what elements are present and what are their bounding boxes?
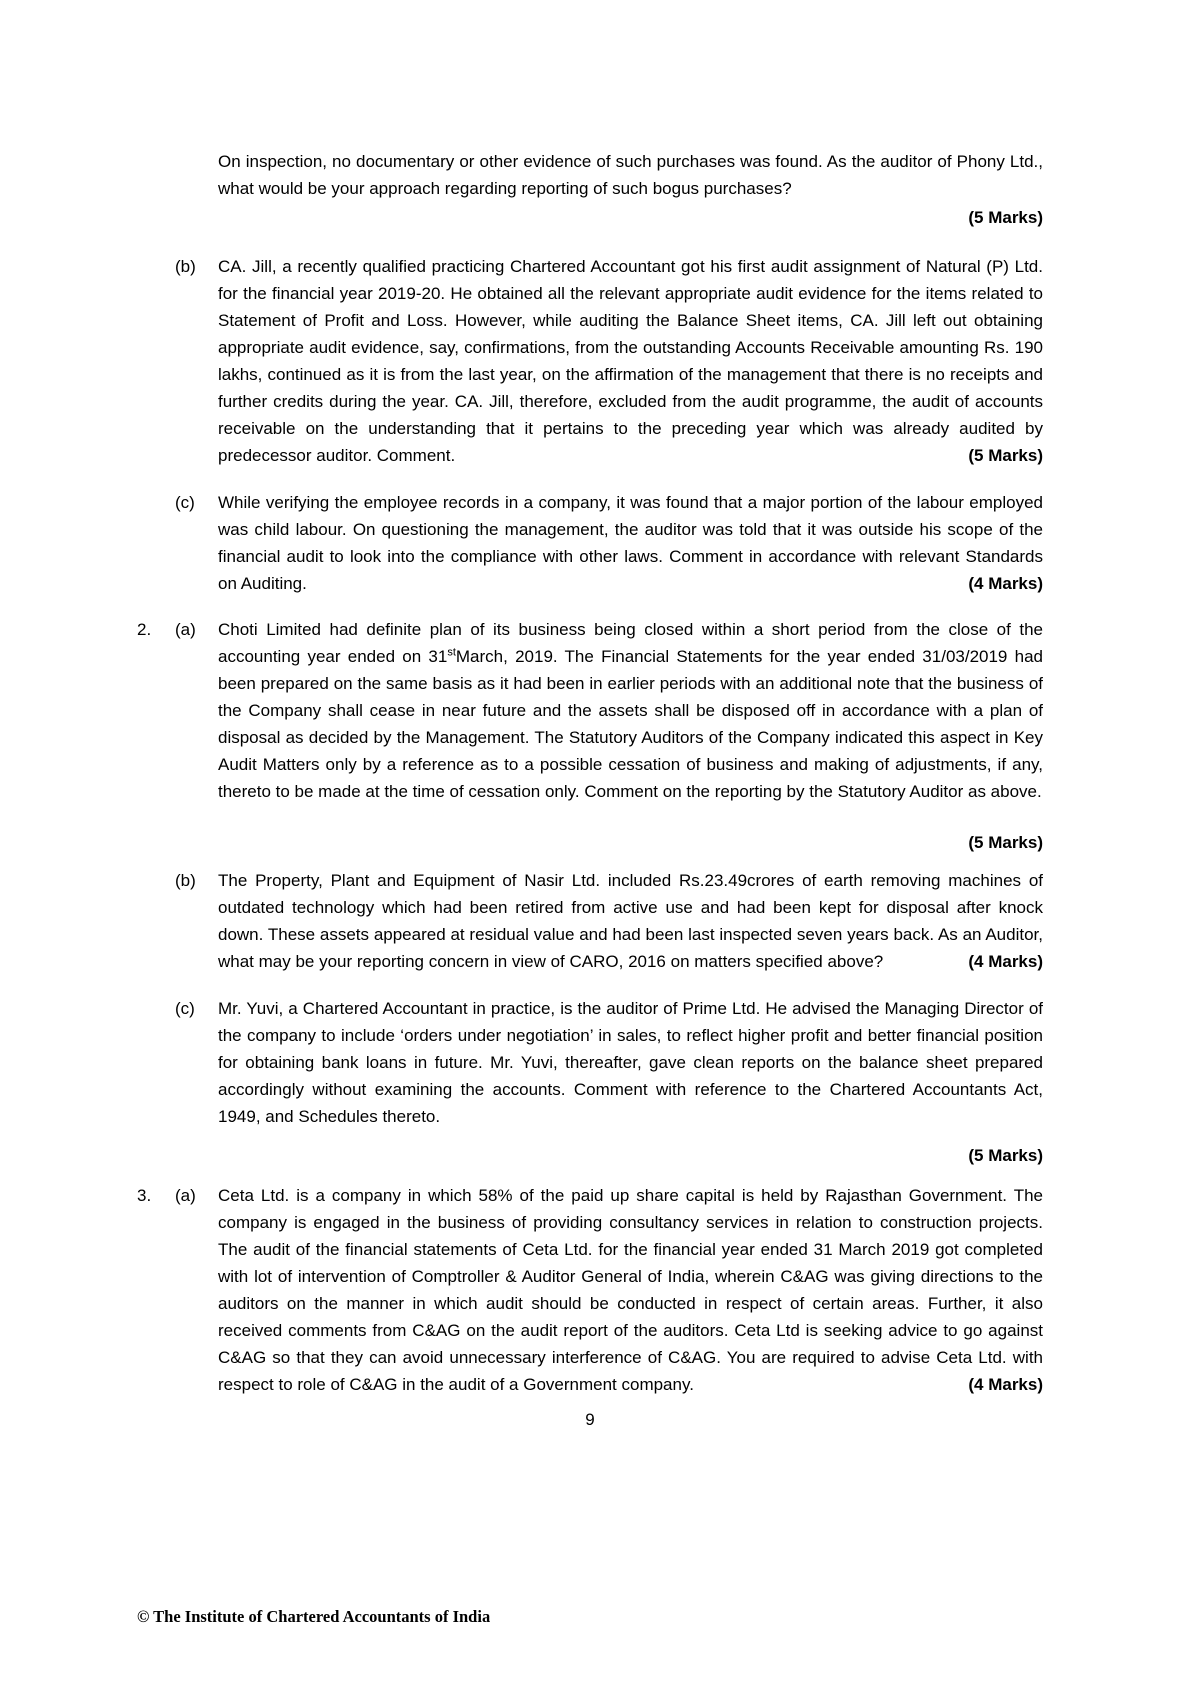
question-letter xyxy=(175,148,218,202)
question-2b xyxy=(137,867,1043,975)
question-text-body: Choti Limited had definite plan of its business being closed within a short period from the close of the accounting year ended on 31 xyxy=(218,620,1043,666)
question-text-body: CA. Jill, a recently qualified practicing Chartered Accountant got his first audit assignment of Natural (P) Ltd. for the financial year 2019-20. He obtained all the relevant appropriate audit evidence for the items related to Statement of Profit and Loss. However, while auditing the Balance Sheet items, CA. Jill left out obtaining appropriate audit evidence, say, confirmations, from the outstanding Accounts Receivable amounting Rs. 190 lakhs, continued as it is from the last year, on the affirmation of the management that there is no receipts and further credits during the year. CA. Jill, therefore, excluded from the audit programme, the audit of accounts receivable on the understanding that it pertains to the preceding year which was already audited by predecessor auditor. Comment. xyxy=(218,257,1043,465)
question-2c xyxy=(137,995,1043,1130)
question-number: 3. xyxy=(137,1186,152,1205)
question-letter: (c) xyxy=(175,493,195,512)
marks-label: (4 Marks) xyxy=(968,952,1043,971)
question-number xyxy=(137,148,175,202)
question-number xyxy=(137,489,175,597)
marks-label: (4 Marks) xyxy=(968,574,1043,593)
marks-label: (5 Marks) xyxy=(968,1146,1043,1165)
question-number xyxy=(137,253,175,469)
question-letter: (b) xyxy=(175,257,196,276)
marks-label: (5 Marks) xyxy=(968,208,1043,227)
marks-label: (5 Marks) xyxy=(968,833,1043,852)
question-letter: (c) xyxy=(175,999,195,1018)
question-3a xyxy=(137,1182,1043,1398)
question-text-body: Ceta Ltd. is a company in which 58% of the paid up share capital is held by Rajasthan Government. The company is engaged in the business of providing consultancy services in relation to construction projects. The audit of the financial statements of Ceta Ltd. for the financial year ended 31 March 2019 got completed with lot of intervention of Comptroller & Auditor General of India, wherein C&AG was giving directions to the auditors on the manner in which audit should be conducted in respect of certain areas. Further, it also received comments from C&AG on the audit report of the auditors. Ceta Ltd is seeking advice to go against C&AG so that they can avoid unnecessary interference of C&AG. You are required to advise Ceta Ltd. with respect to role of C&AG in the audit of a Government company. xyxy=(218,1186,1043,1394)
ordinal-superscript: st xyxy=(447,646,456,659)
copyright-footer: © The Institute of Chartered Accountants of India xyxy=(137,1607,491,1626)
question-text xyxy=(218,489,1043,597)
question-number xyxy=(137,995,175,1130)
question-text-body: March, 2019. The Financial Statements for the year ended 31/03/2019 had been prepared on the same basis as it had been in earlier periods with an additional note that the business of the Company shall cease in near future and the assets shall be disposed off in accordance with a plan of disposal as decided by the Management. The Statutory Auditors of the Company indicated this aspect in Key Audit Matters only by a reference as to a possible cessation of business and making of adjustments, if any, thereto to be made at the time of cessation only. Comment on the reporting by the Statutory Auditor as above. xyxy=(218,647,1043,801)
question-number xyxy=(137,867,175,975)
marks-label: (5 Marks) xyxy=(968,446,1043,465)
question-text: Mr. Yuvi, a Chartered Accountant in practice, is the auditor of Prime Ltd. He advised the Managing Director of the company to include ‘orders under negotiation’ in sales, to reflect higher profit and better financial position for obtaining bank loans in future. Mr. Yuvi, thereafter, gave clean reports on the balance sheet prepared accordingly without examining the accounts. Comment with reference to the Chartered Accountants Act, 1949, and Schedules thereto. xyxy=(218,999,1043,1126)
question-2a xyxy=(137,616,1043,805)
question-1b xyxy=(137,253,1043,469)
marks-line-2a xyxy=(137,829,1043,856)
question-text xyxy=(218,616,1043,805)
question-text-body: The Property, Plant and Equipment of Nasir Ltd. included Rs.23.49crores of earth removing machines of outdated technology which had been retired from active use and had been kept for disposal after knock down. These assets appeared at residual value and had been last inspected seven years back. As an Auditor, what may be your reporting concern in view of CARO, 2016 on matters specified above? xyxy=(218,871,1043,971)
question-letter: (a) xyxy=(175,620,196,639)
question-text-body: While verifying the employee records in a company, it was found that a major portion of the labour employed was child labour. On questioning the management, the auditor was told that it was outside his scope of the financial audit to look into the compliance with other laws. Comment in accordance with relevant Standards on Auditing. xyxy=(218,493,1043,593)
marks-line-1a xyxy=(137,204,1043,231)
question-text xyxy=(218,253,1043,469)
question-letter: (b) xyxy=(175,871,196,890)
question-text xyxy=(218,1182,1043,1398)
page-content xyxy=(137,148,1043,1433)
marks-label: (4 Marks) xyxy=(968,1375,1043,1394)
question-1a-continuation xyxy=(137,148,1043,202)
question-text xyxy=(218,867,1043,975)
page-number: 9 xyxy=(585,1410,595,1429)
question-text: On inspection, no documentary or other evidence of such purchases was found. As the auditor of Phony Ltd., what would be your approach regarding reporting of such bogus purchases? xyxy=(218,152,1043,198)
question-number: 2. xyxy=(137,620,152,639)
question-letter: (a) xyxy=(175,1186,196,1205)
marks-line-2c xyxy=(137,1142,1043,1169)
question-1c xyxy=(137,489,1043,597)
